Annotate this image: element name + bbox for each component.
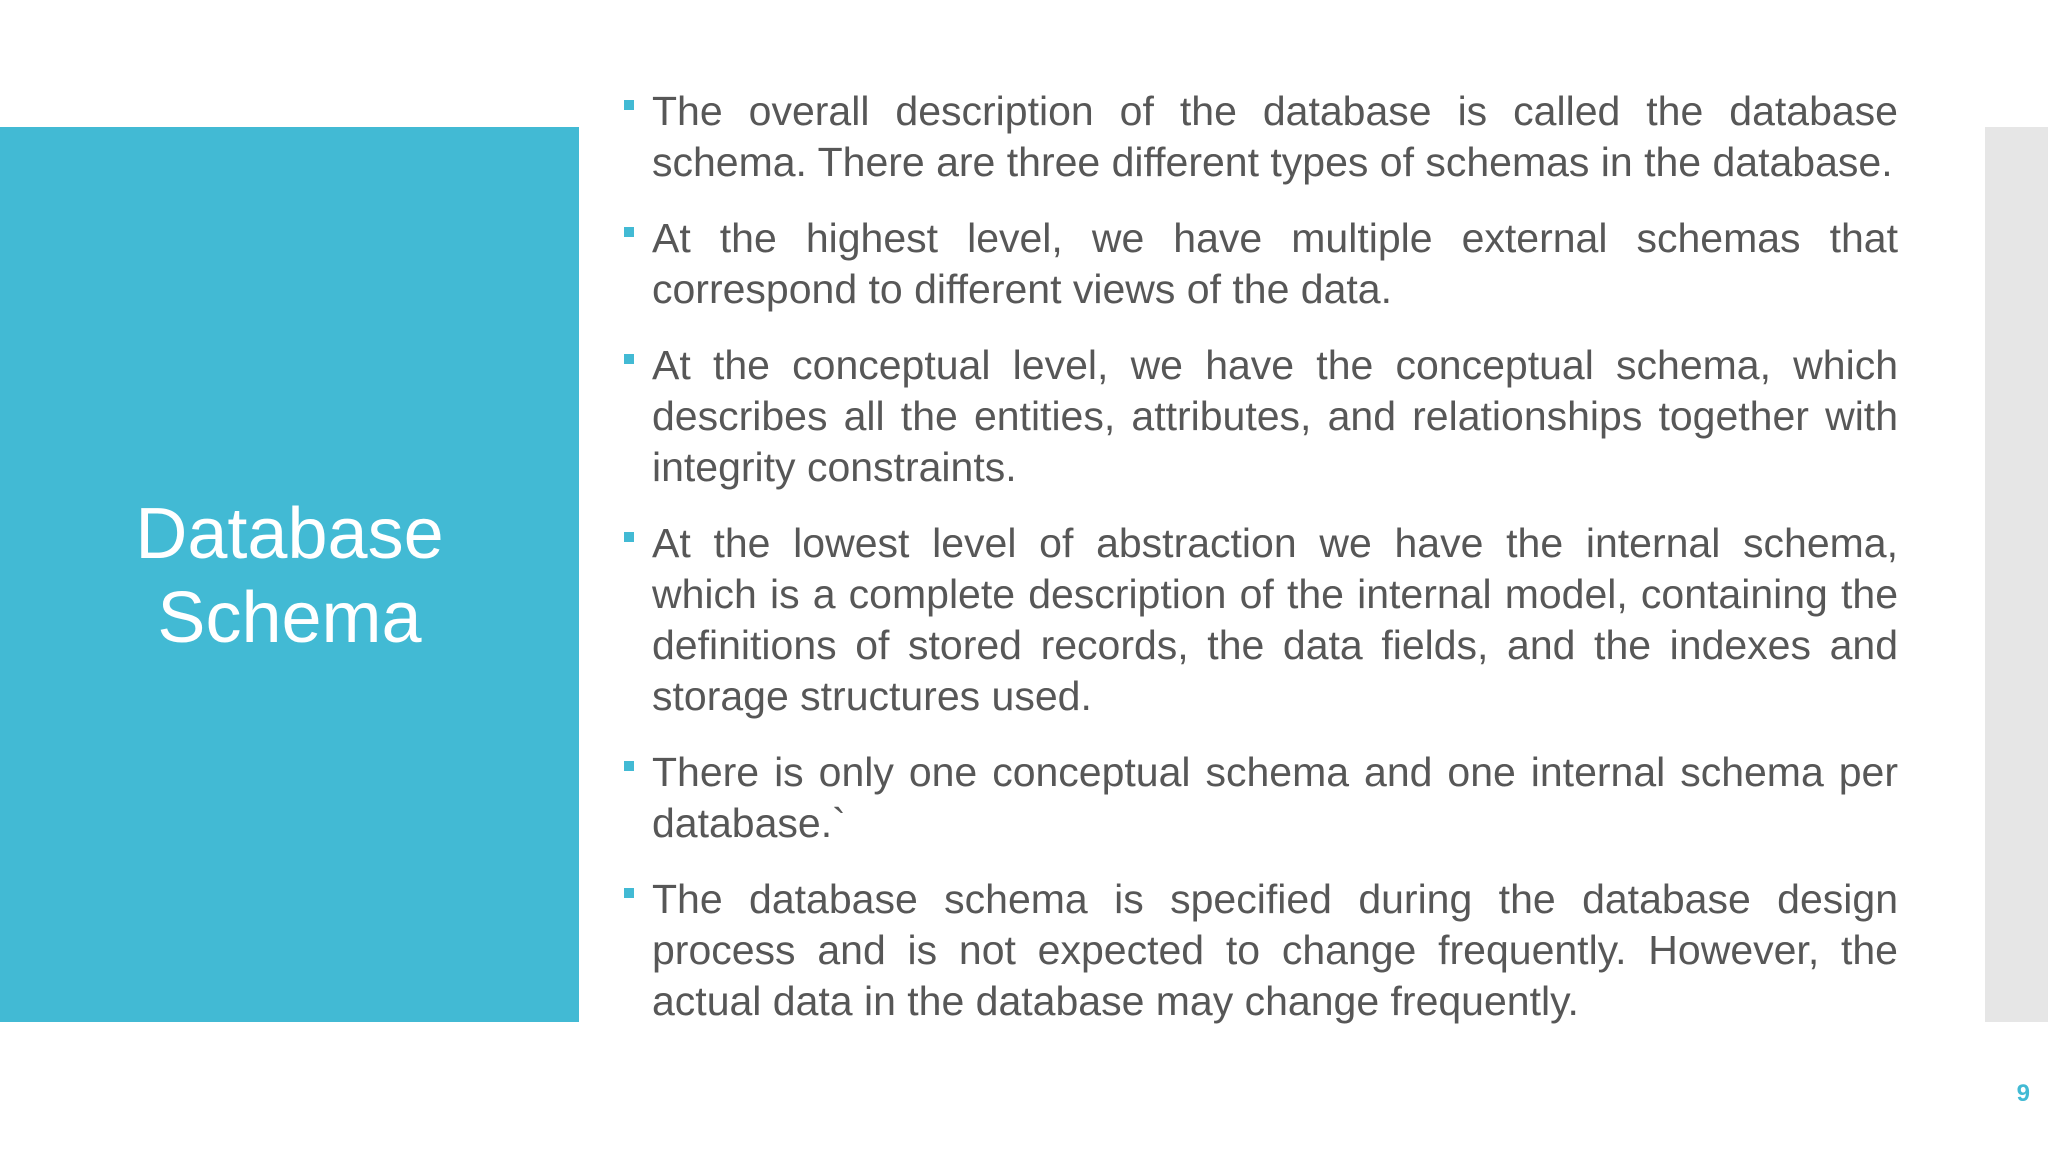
bullet-text: At the highest level, we have multiple external schemas that correspond to different views of the data.	[652, 215, 1898, 312]
bullet-text: The database schema is specified during the database design process and is not expected to change frequently. However, the actual data in the database may change frequently.	[652, 876, 1898, 1024]
bullet-text: At the conceptual level, we have the conceptual schema, which describes all the entities, attributes, and relationships together with integrity constraints.	[652, 342, 1898, 490]
bullet-text: There is only one conceptual schema and one internal schema per database.`	[652, 749, 1898, 846]
slide-title-line-1: Database	[135, 493, 444, 574]
square-bullet-icon	[624, 761, 634, 771]
bullet-item	[622, 747, 1898, 849]
title-panel	[0, 127, 579, 1022]
bullet-item	[622, 518, 1898, 722]
bullet-item	[622, 340, 1898, 493]
page-number: 9	[2016, 1080, 2030, 1107]
slide-title-line-2: Schema	[157, 577, 422, 658]
bullet-text: At the lowest level of abstraction we have the internal schema, which is a complete description of the internal model, containing the definitions of stored records, the data fields, and the indexes and storage structures used.	[652, 520, 1898, 719]
bullet-text: The overall description of the database is called the database schema. There are three different types of schemas in the database.	[652, 88, 1898, 185]
square-bullet-icon	[624, 532, 634, 542]
slide-title	[135, 492, 443, 660]
square-bullet-icon	[624, 227, 634, 237]
bullet-item	[622, 213, 1898, 315]
right-decorative-bar	[1985, 127, 2048, 1022]
square-bullet-icon	[624, 100, 634, 110]
square-bullet-icon	[624, 888, 634, 898]
square-bullet-icon	[624, 354, 634, 364]
bullet-list	[622, 86, 1898, 1052]
bullet-item	[622, 874, 1898, 1027]
bullet-item	[622, 86, 1898, 188]
